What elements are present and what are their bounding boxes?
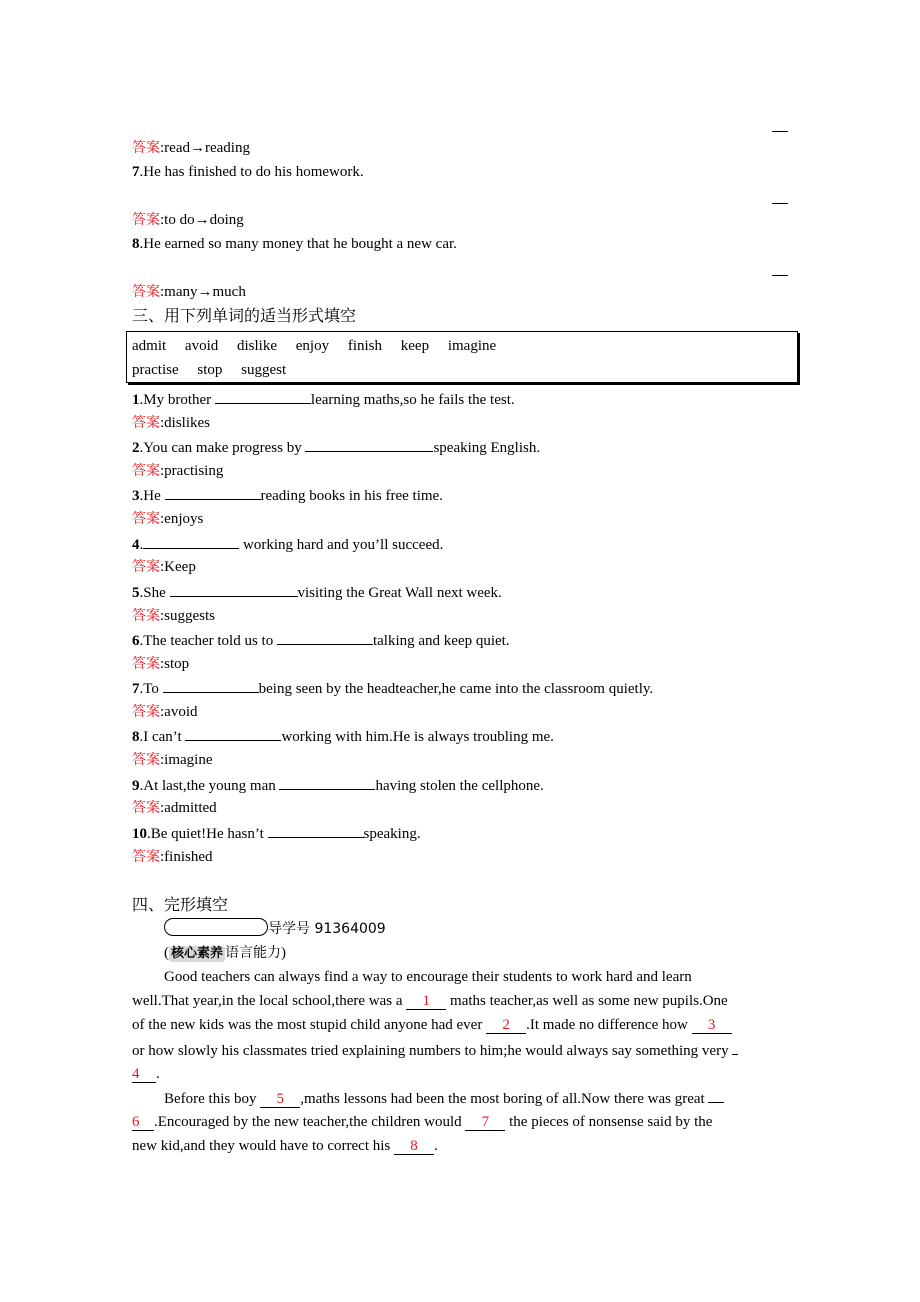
passage-line: 4 . [132, 1066, 160, 1082]
passage-line: Good teachers can always find a way to encourage their students to work hard and learn [164, 969, 692, 985]
cloze-blank-2: 2 [486, 1017, 526, 1034]
answer-blank [305, 437, 433, 452]
section3-title: 三、用下列单词的适当形式填空 [132, 306, 357, 325]
word: imagine [447, 338, 497, 354]
answer-line-5: 答案:suggests [132, 608, 216, 624]
fill-item-10: 10.Be quiet!He hasn’t speaking. [132, 823, 421, 844]
correction-item-8: 8.He earned so many money that he bought a new car. [132, 236, 457, 252]
passage-line: new kid,and they would have to correct his 8 . [132, 1138, 438, 1154]
answer-line-6: 答案:read→reading [132, 140, 250, 156]
word: keep [400, 338, 430, 354]
answer-blank [165, 485, 261, 500]
answer-blank [185, 726, 281, 741]
answer-line [772, 131, 788, 132]
fill-item-4: 4. working hard and you’ll succeed. [132, 534, 443, 555]
cloze-blank-4-start [732, 1040, 738, 1055]
answer-blank [163, 678, 259, 693]
core-literacy-line: ( 核心素养 语言能力) [164, 945, 287, 961]
answer-line-10: 答案:finished [132, 849, 213, 865]
answer-line-7b: 答案:avoid [132, 704, 198, 720]
cloze-blank-3: 3 [692, 1017, 732, 1034]
fill-item-9: 9.At last,the young man having stolen the cellphone. [132, 775, 544, 796]
fill-item-8: 8.I can’t working with him.He is always troubling me. [132, 726, 554, 747]
passage-line: of the new kids was the most stupid child anyone had ever 2 .It made no difference how 3 [132, 1015, 732, 1035]
word: practise [132, 362, 179, 378]
core-literacy-badge: 核心素养 [171, 946, 224, 961]
answer-line-3: 答案:enjoys [132, 511, 204, 527]
fill-item-2: 2.You can make progress by speaking English. [132, 437, 540, 458]
passage-line: 6 .Encouraged by the new teacher,the children would 7 the pieces of nonsense said by the [132, 1114, 713, 1130]
correction-item-7: 7.He has finished to do his homework. [132, 164, 364, 180]
cloze-blank-8: 8 [394, 1138, 434, 1155]
answer-line-6b: 答案:stop [132, 656, 190, 672]
cloze-blank-5: 5 [260, 1091, 300, 1108]
answer-blank [277, 630, 373, 645]
word: enjoy [295, 338, 330, 354]
guide-number: 导学号 91364009 [268, 921, 386, 937]
word-bank-row-1 [132, 336, 511, 356]
answer-line-8: 答案:many→much [132, 284, 246, 300]
cloze-blank-4: 4 [132, 1066, 156, 1083]
passage-line: well.That year,in the local school,there was a 1 maths teacher,as well as some new pupils.One [132, 993, 728, 1009]
answer-line-8b: 答案:imagine [132, 752, 213, 768]
answer-line-7: 答案:to do→doing [132, 212, 244, 228]
answer-line-4: 答案:Keep [132, 559, 196, 575]
answer-blank [279, 775, 375, 790]
answer-line [772, 203, 788, 204]
fill-item-1: 1.My brother learning maths,so he fails the test. [132, 389, 515, 410]
answer-blank [268, 823, 364, 838]
answer-blank [143, 534, 239, 549]
answer-line [772, 275, 788, 276]
answer-blank [215, 389, 311, 404]
word-bank-box [126, 331, 798, 383]
cloze-blank-6: 6 [132, 1114, 154, 1131]
cloze-blank-6-start [708, 1088, 724, 1103]
word: stop [197, 362, 223, 378]
cloze-blank-1: 1 [406, 993, 446, 1010]
fill-item-3: 3.He reading books in his free time. [132, 485, 443, 506]
passage-line: or how slowly his classmates tried explaining numbers to him;he would always say something very [132, 1040, 738, 1061]
cloze-blank-7: 7 [465, 1114, 505, 1131]
word: finish [347, 338, 382, 354]
word: dislike [237, 338, 277, 354]
guide-pill-box [164, 918, 268, 936]
answer-line-1: 答案:dislikes [132, 415, 211, 431]
fill-item-6: 6.The teacher told us to talking and keep quiet. [132, 630, 510, 651]
fill-item-5: 5.She visiting the Great Wall next week. [132, 582, 502, 603]
answer-line-9: 答案:admitted [132, 800, 217, 816]
word: suggest [241, 362, 287, 378]
passage-line: Before this boy 5 ,maths lessons had been the most boring of all.Now there was great [164, 1088, 724, 1109]
word-bank-row-2 [132, 360, 301, 380]
answer-blank [170, 582, 298, 597]
answer-line-2: 答案:practising [132, 463, 224, 479]
word: admit [132, 338, 167, 354]
fill-item-7: 7.To being seen by the headteacher,he came into the classroom quietly. [132, 678, 653, 699]
section4-title: 四、完形填空 [132, 895, 229, 914]
word: avoid [184, 338, 219, 354]
